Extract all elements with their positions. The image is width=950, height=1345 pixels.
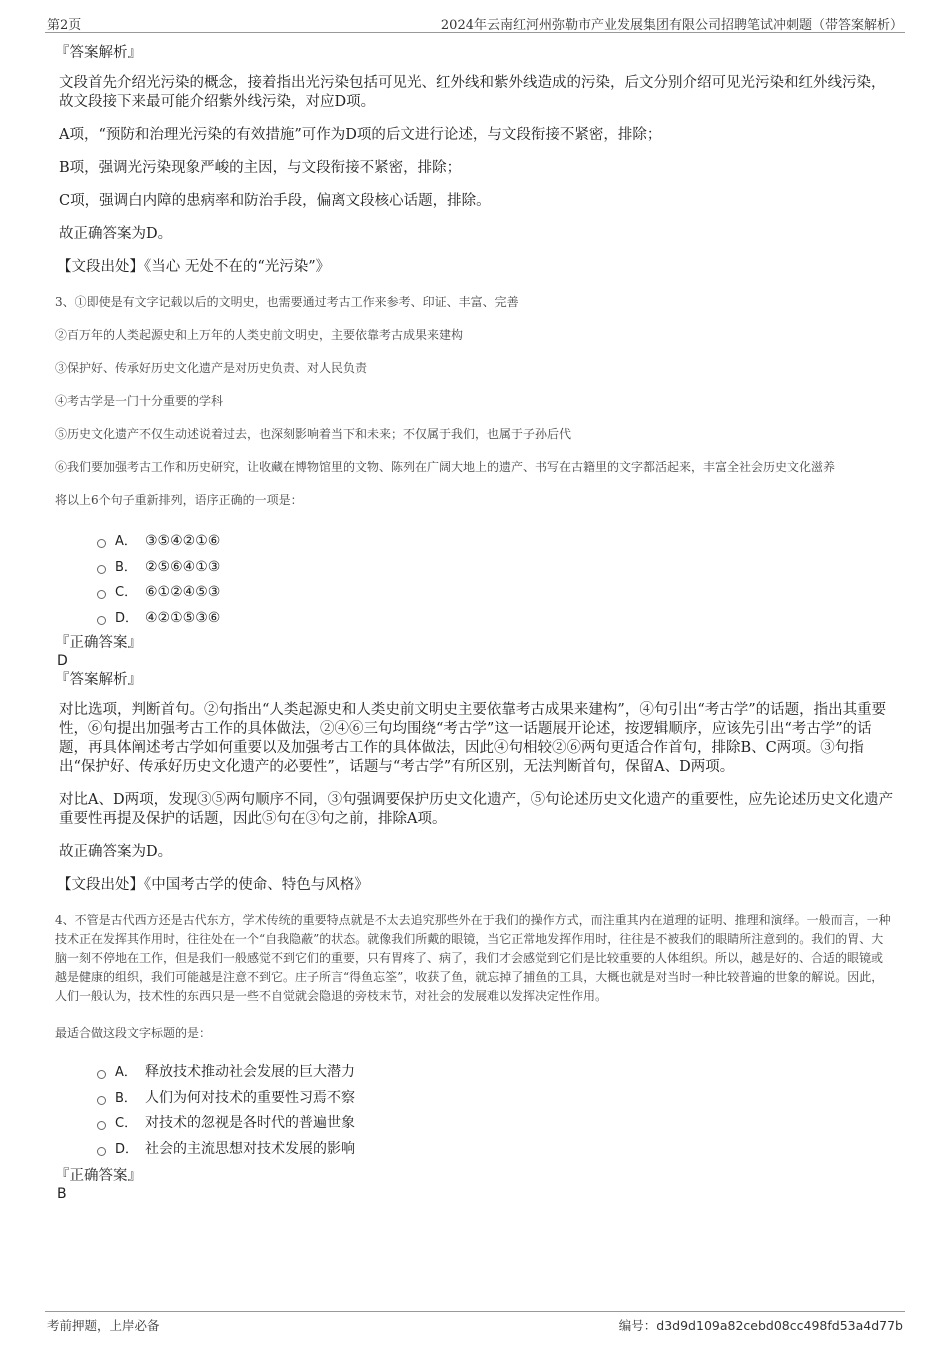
question-line: 3、①即使是有文字记载以后的文明史，也需要通过考古工作来参考、印证、丰富、完善	[55, 295, 519, 309]
analysis-paragraph: 对比选项，判断首句。②句指出“人类起源史和人类史前文明史主要依靠考古成果来建构”，④句引出“考古学”的话题，指出其重要性，⑥句提出加强考古工作的具体做法，②④⑥三句均围绕“考古学”这一话题展开论述，按逻辑顺序，应该先引出“考古学”的话题，再具体阐述考古学如何重要以及加强考古工作的具体做法，因此④句相较②⑥两句更适合作首句，排除B、C两项。③句指出“保护好、传承好历史文化遗产的必要性”，话题与“考古学”有所区别，无法判断首句，保留A、D两项。	[59, 702, 887, 775]
question-prompt: 最适合做这段文字标题的是：	[55, 1026, 212, 1040]
option-b[interactable]: B． 人们为何对技术的重要性习焉不察	[97, 1086, 900, 1112]
option-a[interactable]: A． ③⑤④②①⑥	[97, 529, 900, 555]
analysis-paragraph: 对比A、D两项，发现③⑤两句顺序不同，③句强调要保护历史文化遗产，⑤句论述历史文化遗产的重要性，应先论述历史文化遗产重要性再提及保护的话题，因此⑤句在③句之前，排除A项。	[59, 792, 894, 827]
option-text: ⑥①②④⑤③	[145, 584, 221, 600]
question-prompt: 将以上6个句子重新排列，语序正确的一项是：	[55, 493, 303, 507]
radio-icon[interactable]	[97, 1147, 106, 1156]
document-code: 编号：d3d9d109a82cebd08cc498fd53a4d77b	[618, 1318, 903, 1333]
option-text: ②⑤⑥④①③	[145, 558, 221, 575]
option-text: ④②①⑤③⑥	[145, 609, 221, 626]
radio-icon[interactable]	[97, 539, 106, 548]
option-c[interactable]: C． 对技术的忽视是各时代的普遍世象	[97, 1111, 900, 1137]
page-content	[55, 44, 900, 1204]
radio-icon[interactable]	[97, 616, 106, 625]
radio-icon[interactable]	[97, 590, 106, 599]
option-text: 人们为何对技术的重要性习焉不察	[145, 1089, 355, 1106]
question-line: ⑤历史文化遗产不仅生动述说着过去，也深刻影响着当下和未来；不仅属于我们，也属于子孙后代	[55, 427, 572, 441]
correct-answer: B	[57, 1186, 67, 1202]
answer-options	[97, 1060, 900, 1162]
option-text: 释放技术推动社会发展的巨大潜力	[145, 1064, 355, 1080]
passage-source: 【文段出处】《中国考古学的使命、特色与风格》	[57, 877, 369, 893]
question-passage: 4、不管是古代西方还是古代东方，学术传统的重要特点就是不太去追究那些外在于我们的操作方式，而注重其内在道理的证明、推理和演绎。一般而言，一种技术正在发挥其作用时，往往处在一个“自我隐蔽”的状态。就像我们所戴的眼镜，当它正常地发挥作用时，往往是不被我们的眼睛所注意到的。我们的胃、大脑一刻不停地在工作，但是我们一般感觉不到它们的重要，只有胃疼了、病了，我们才会感觉到它们是比较重要的人体组织。所以，越是好的、合适的眼镜或越是健康的组织，我们可能越是注意不到它。庄子所言“得鱼忘筌”，收获了鱼，就忘掉了捕鱼的工具，大概也就是对当时一种比较普遍的世象的解说。因此，人们一般认为，技术性的东西只是一些不自觉就会隐退的旁枝末节，对社会的发展难以发挥决定性作用。	[55, 913, 891, 1003]
question-4	[55, 911, 900, 1204]
answer-analysis-label: 『答案解析』	[55, 45, 142, 61]
option-a[interactable]: A． 释放技术推动社会发展的巨大潜力	[97, 1060, 900, 1086]
question-line: ②百万年的人类起源史和上万年的人类史前文明史，主要依靠考古成果来建构	[55, 328, 464, 342]
radio-icon[interactable]	[97, 1121, 106, 1130]
option-text: 对技术的忽视是各时代的普遍世象	[145, 1115, 355, 1131]
page-number: 第2页	[47, 18, 82, 33]
answer-options	[97, 529, 900, 631]
footer-slogan: 考前押题，上岸必备	[47, 1318, 160, 1333]
answer-analysis-label: 『答案解析』	[55, 672, 142, 688]
analysis-paragraph: C项，强调白内障的患病率和防治手段，偏离文段核心话题，排除。	[59, 193, 491, 209]
correct-answer-label: 『正确答案』	[55, 1168, 142, 1184]
question-line: ⑥我们要加强考古工作和历史研究，让收藏在博物馆里的文物、陈列在广阔大地上的遗产、书写在古籍里的文字都活起来，丰富全社会历史文化滋养	[55, 460, 836, 474]
analysis-paragraph: A项，“预防和治理光污染的有效措施”可作为D项的后文进行论述，与文段衔接不紧密，排除；	[59, 127, 662, 143]
correct-answer: D	[57, 653, 68, 669]
analysis-conclusion: 故正确答案为D。	[59, 844, 173, 860]
radio-icon[interactable]	[97, 1096, 106, 1105]
option-b[interactable]: B． ②⑤⑥④①③	[97, 555, 900, 581]
radio-icon[interactable]	[97, 565, 106, 574]
page-footer	[45, 1311, 905, 1336]
option-text: ③⑤④②①⑥	[145, 533, 221, 549]
question-line: ③保护好、传承好历史文化遗产是对历史负责、对人民负责	[55, 361, 368, 375]
analysis-conclusion: 故正确答案为D。	[59, 226, 173, 242]
page-header	[45, 12, 905, 33]
question-line: ④考古学是一门十分重要的学科	[55, 394, 224, 408]
document-title: 2024年云南红河州弥勒市产业发展集团有限公司招聘笔试冲刺题（带答案解析）	[440, 18, 903, 33]
option-c[interactable]: C． ⑥①②④⑤③	[97, 580, 900, 606]
question-3	[55, 293, 900, 895]
option-d[interactable]: D． ④②①⑤③⑥	[97, 606, 900, 632]
option-text: 社会的主流思想对技术发展的影响	[145, 1140, 355, 1157]
passage-source: 【文段出处】《当心 无处不在的“光污染”》	[57, 259, 331, 275]
radio-icon[interactable]	[97, 1070, 106, 1079]
analysis-paragraph: B项，强调光污染现象严峻的主因，与文段衔接不紧密，排除；	[59, 160, 462, 176]
correct-answer-label: 『正确答案』	[55, 635, 142, 651]
analysis-paragraph: 文段首先介绍光污染的概念，接着指出光污染包括可见光、红外线和紫外线造成的污染，后文分别介绍可见光污染和红外线污染，故文段接下来最可能介绍紫外线污染，对应D项。	[59, 75, 886, 110]
option-d[interactable]: D． 社会的主流思想对技术发展的影响	[97, 1137, 900, 1163]
